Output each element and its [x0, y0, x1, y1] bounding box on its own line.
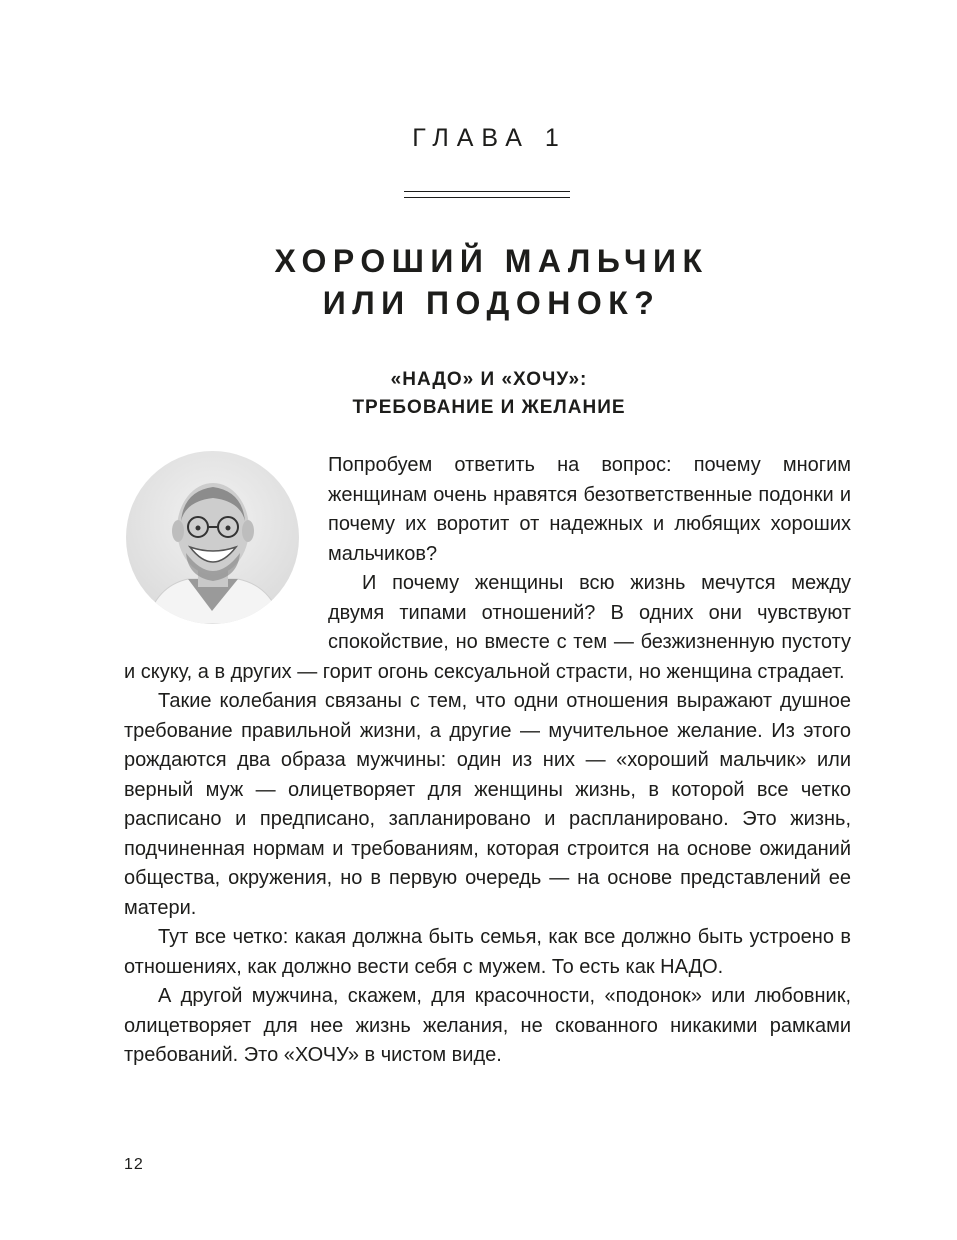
paragraph-5: А другой мужчина, скажем, для красочности, «подонок» или любовник, олицетворяет для нее жизнь желания, не скованного никакими рамками требований. Это «ХОЧУ» в чистом виде.: [124, 985, 851, 1066]
chapter-title-line-1: ХОРОШИЙ МАЛЬЧИК: [274, 243, 709, 279]
section-title-line-2: ТРЕБОВАНИЕ И ЖЕЛАНИЕ: [352, 397, 626, 418]
paragraph-4: Тут все четко: какая должна быть семья, как все должно быть устроено в отношениях, как должно вести себя с мужем. То есть как НАДО.: [124, 926, 851, 978]
paragraph-3: Такие колебания связаны с тем, что одни отношения выражают душное требование правильной жизни, а другие — мучительное желание. Из этого рождаются два образа мужчины: один из них — «хороший мальчик» или верный муж — олицетворяет для женщины жизнь, в которой все четко расписано и предписано, запланировано и распланировано. Это жизнь, подчиненная нормам и требованиям, которая строится на основе ожиданий общества, окружения, но в первую очередь — на основе представлений ее матери.: [124, 690, 851, 919]
paragraph-1: Попробуем ответить на вопрос: почему многим женщинам очень нравятся безответственные подонки и почему их воротит от надежных и любящих хороших мальчиков?: [328, 454, 851, 565]
paragraph-2: И почему женщины всю жизнь мечутся между двумя типами отношений? В одних они чувствуют спокойствие, но вместе с тем — безжизненную пустоту и скуку, а в других — горит огонь сексуальной страсти, но женщина страдает.: [124, 572, 851, 683]
divider-line-top: [404, 191, 570, 192]
section-title: [0, 366, 957, 422]
chapter-label: ГЛАВА 1: [412, 124, 567, 152]
page-number: 12: [124, 1156, 144, 1173]
chapter-title: [0, 240, 957, 324]
section-title-line-1: «НАДО» И «ХОЧУ»:: [390, 369, 588, 390]
divider-line-bottom: [404, 197, 570, 198]
chapter-title-line-2: ИЛИ ПОДОНОК?: [322, 285, 661, 321]
portrait-spacer: [124, 451, 328, 654]
body-text: [124, 451, 851, 1071]
